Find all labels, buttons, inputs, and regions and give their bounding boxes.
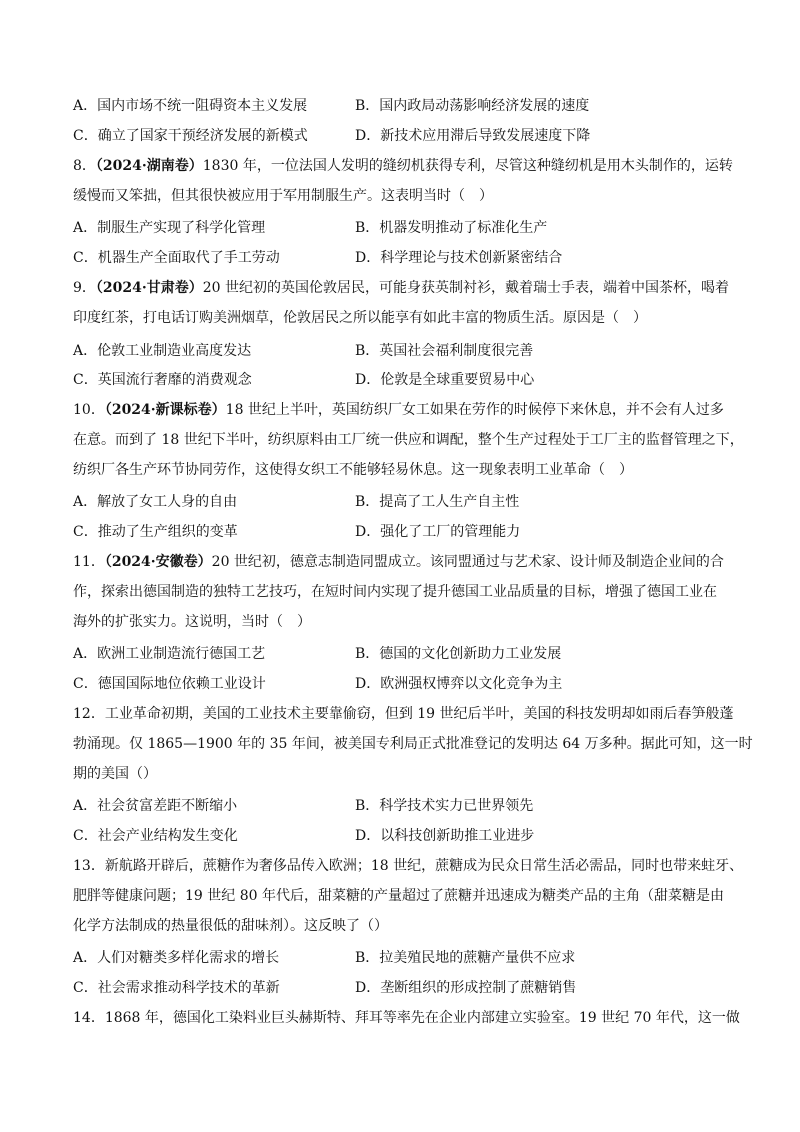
q13-option-c: C．社会需求推动科学技术的革新 [73,980,280,996]
q10-stem-line2: 在意。而到了 18 世纪下半叶，纺织原料由工厂统一供应和调配，整个生产过程处于工厂主的监督管理之下， [73,432,744,448]
q10-option-d: D．强化了工厂的管理能力 [355,524,521,540]
q11-stem-line1 [73,553,724,571]
q9-stem-line2: 印度红茶，打电话订购美洲烟草，伦敦居民之所以能享有如此丰富的物质生活。原因是（ ） [73,310,647,326]
q10-stem-line3: 纺织厂各生产环节协同劳作，这使得女织工不能够轻易休息。这一现象表明工业革命（ ） [73,462,633,478]
q8-stem-line1 [73,157,733,175]
q8-option-a: A．制服生产实现了科学化管理 [73,220,266,236]
q7-option-b: B．国内政局动荡影响经济发展的速度 [355,98,590,114]
q9-text1: 20 世纪初的英国伦敦居民，可能身获英制衬衫，戴着瑞士手表，端着中国茶杯，喝着 [202,280,730,296]
q11-stem-line3: 海外的扩张实力。这说明，当时（ ） [73,614,311,630]
q8-option-b: B．机器发明推动了标准化生产 [355,220,548,236]
q11-source: （2024·安徽卷） [104,554,212,570]
q13-stem-line1: 13．新航路开辟后，蔗糖作为奢侈品传入欧洲；18 世纪，蔗糖成为民众日常生活必需品，同时也带来蛀牙、 [73,858,744,874]
q10-option-b: B．提高了工人生产自主性 [355,494,520,510]
q13-stem-line2: 肥胖等健康问题；19 世纪 80 年代后，甜菜糖的产量超过了蔗糖并迅速成为糖类产品的主角（甜菜糖是由 [73,888,724,904]
q8-text1: 1830 年，一位法国人发明的缝纫机获得专利，尽管这种缝纫机是用木头制作的，运转 [202,158,733,174]
q11-number: 11． [73,554,105,570]
q8-source: （2024·湖南卷） [95,158,203,174]
q10-option-a: A．解放了女工人身的自由 [73,494,238,510]
q10-option-c: C．推动了生产组织的变革 [73,524,238,540]
q12-stem-line2: 勃涌现。仅 1865—1900 年的 35 年间，被美国专利局正式批准登记的发明达 64 万多种。据此可知，这一时 [73,736,753,752]
q8-option-d: D．科学理论与技术创新紧密结合 [355,250,563,266]
q11-option-b: B．德国的文化创新助力工业发展 [355,646,562,662]
q12-option-c: C．社会产业结构发生变化 [73,828,238,844]
q8-number: 8． [73,158,96,174]
q10-number: 10． [73,402,105,418]
q12-option-b: B．科学技术实力已世界领先 [355,798,534,814]
q12-stem-line1: 12．工业革命初期，美国的工业技术主要靠偷窃，但到 19 世纪后半叶，美国的科技发明却如雨后春笋般蓬 [73,706,734,722]
q13-option-d: D．垄断组织的形成控制了蔗糖销售 [355,980,577,996]
q13-option-b: B．拉美殖民地的蔗糖产量供不应求 [355,950,576,966]
q14-stem-line1: 14．1868 年，德国化工染料业巨头赫斯特、拜耳等率先在企业内部建立实验室。19 世纪 70 年代，这一做 [73,1010,740,1026]
q13-option-a: A．人们对糖类多样化需求的增长 [73,950,280,966]
q13-stem-line3: 化学方法制成的热量很低的甜味剂）。这反映了（） [73,918,388,934]
q9-source: （2024·甘肃卷） [95,280,203,296]
q12-stem-line3: 期的美国（） [73,766,157,782]
q7-option-d: D．新技术应用滞后导致发展速度下降 [355,128,591,144]
q11-stem-line2: 作，探索出德国制造的独特工艺技巧，在短时间内实现了提升德国工业品质量的目标，增强了德国工业在 [73,584,717,600]
q9-option-a: A．伦敦工业制造业高度发达 [73,343,252,359]
q12-option-d: D．以科技创新助推工业进步 [355,828,535,844]
q8-option-c: C．机器生产全面取代了手工劳动 [73,250,280,266]
q9-number: 9． [73,280,96,296]
q11-option-d: D．欧洲强权博弈以文化竞争为主 [355,676,563,692]
q8-stem-line2: 缓慢而又笨拙，但其很快被应用于军用制服生产。这表明当时（ ） [73,188,493,204]
q9-stem-line1 [73,279,729,297]
q10-text1: 18 世纪上半叶，英国纺织厂女工如果在劳作的时候停下来休息，并不会有人过多 [225,402,724,418]
q9-option-d: D．伦敦是全球重要贸易中心 [355,372,535,388]
q12-option-a: A．社会贫富差距不断缩小 [73,798,238,814]
q7-option-c: C．确立了国家干预经济发展的新模式 [73,128,308,144]
q11-text1: 20 世纪初，德意志制造同盟成立。该同盟通过与艺术家、设计师及制造企业间的合 [211,554,724,570]
q11-option-c: C．德国国际地位依赖工业设计 [73,676,266,692]
q10-source: （2024·新课标卷） [104,402,226,418]
q9-option-c: C．英国流行奢靡的消费观念 [73,372,252,388]
q11-option-a: A．欧洲工业制造流行德国工艺 [73,646,266,662]
q7-option-a: A．国内市场不统一阻碍资本主义发展 [73,98,308,114]
q10-stem-line1 [73,401,724,419]
q9-option-b: B．英国社会福利制度很完善 [355,343,534,359]
